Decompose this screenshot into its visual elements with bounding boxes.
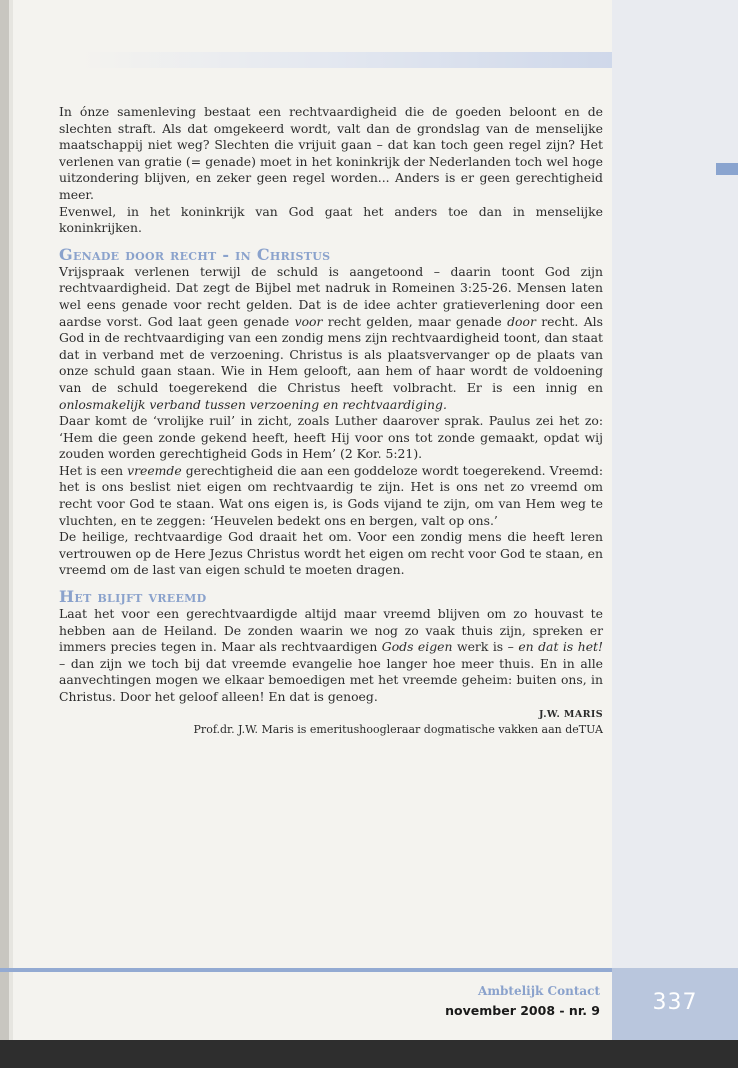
binding-edge bbox=[0, 0, 9, 1068]
paragraph: Daar komt de ‘vrolijke ruil’ in zicht, zoals Luther daarover sprak. Paulus zei het zo: ‘Hem die geen zonde gekend heeft, heeft Hij voor ons tot zonde gemaakt, opdat wij zouden worden gerechtigheid Gods in Hem’ (2 Kor. 5:21). bbox=[59, 413, 603, 462]
scan-bottom-edge bbox=[0, 1040, 738, 1068]
paragraph: In ónze samenleving bestaat een rechtvaardigheid die de goeden beloont en de slechten straft. Als dat omgekeerd wordt, valt dan de grondslag van de menselijke maatschappij niet weg? Slechten die vrijuit gaan – dat kan toch geen regel zijn? Het verlenen van gratie (= genade) moet in het koninkrijk der Nederlanden toch wel hoge uitzondering blijven, en zeker geen regel worden... Anders is er geen gerechtigheid meer. bbox=[59, 104, 603, 202]
paragraph: Het is een vreemde gerechtigheid die aan een goddeloze wordt toegerekend. Vreemd: het is ons beslist niet eigen om rechtvaardig te zijn. Het is ons net zo vreemd om recht voor God te staan. Wat ons eigen is, is Gods vijand te zijn, om van Hem weg te vluchten, en te zeggen: ‘Heuvelen bedekt ons en bergen, valt op ons.’ bbox=[59, 462, 603, 528]
author-name: J.W. MARIS bbox=[539, 708, 603, 720]
section-heading: Genade door recht - in Christus bbox=[59, 244, 331, 264]
issue-label: november 2008 - nr. 9 bbox=[445, 1003, 600, 1018]
header-color-band bbox=[80, 52, 612, 68]
article-body bbox=[59, 104, 603, 737]
right-margin-column bbox=[612, 0, 738, 1040]
author-bio: Prof.dr. J.W. Maris is emeritushoogleraar dogmatische vakken aan deTUA bbox=[193, 722, 603, 736]
paragraph: De heilige, rechtvaardige God draait het om. Voor een zondig mens die heeft leren vertrouwen op de Here Jezus Christus wordt het eigen om recht voor God te staan, en vreemd om de last van eigen schuld te moeten dragen. bbox=[59, 529, 603, 578]
section-heading: Het blijft vreemd bbox=[59, 587, 207, 607]
footer-rule bbox=[0, 968, 612, 972]
binding-edge-shadow bbox=[9, 0, 13, 1068]
paragraph: Vrijspraak verlenen terwijl de schuld is aangetoond – daarin toont God zijn rechtvaardigheid. Dat zegt de Bijbel met nadruk in Romeinen 3:25-26. Mensen laten wel eens genade voor recht gelden. Dat is de idee achter gratieverlening door een aardse vorst. God laat geen genade voor recht gelden, maar genade door recht. Als God in de rechtvaardiging van een zondig mens zijn rechtvaardigheid toont, dan staat dat in verband met de verzoening. Christus is als plaatsvervanger op de plaats van onze schuld gaan staan. Wie in Hem gelooft, aan hem of haar wordt de voldoening van de schuld toegerekend die Christus heeft volbracht. Er is een innig en onlosmakelijk verband tussen verzoening en rechtvaardiging. bbox=[59, 263, 603, 412]
page-number: 337 bbox=[652, 990, 698, 1015]
paragraph: Evenwel, in het koninkrijk van God gaat het anders toe dan in menselijke koninkrijken. bbox=[59, 203, 603, 236]
paragraph: Laat het voor een gerechtvaardigde altijd maar vreemd blijven om zo houvast te hebben aan de Heiland. De zonden waarin we nog zo vaak thuis zijn, spreken er immers precies tegen in. Maar als rechtvaardigen Gods eigen werk is – en dat is het! – dan zijn we toch bij dat vreemde evangelie hoe langer hoe meer thuis. En in alle aanvechtingen mogen we elkaar bemoedigen met het vreemde geheim: buiten ons, in Christus. Door het geloof alleen! En dat is genoeg. bbox=[59, 606, 603, 704]
journal-title: Ambtelijk Contact bbox=[478, 984, 600, 998]
margin-tab-marker bbox=[716, 163, 738, 175]
